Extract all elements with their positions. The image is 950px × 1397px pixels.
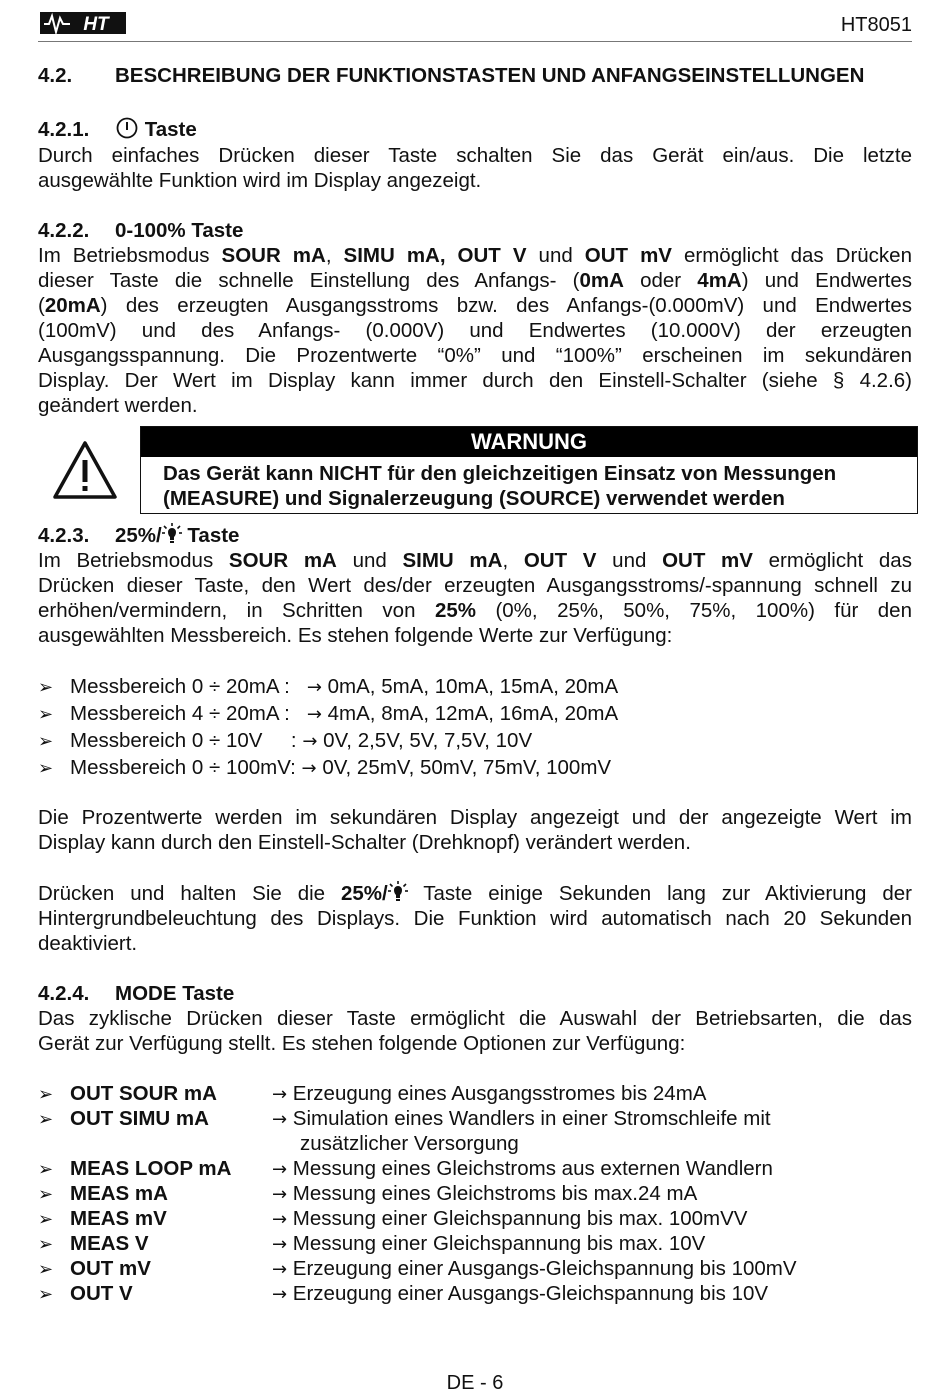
list-item: ➢ Messbereich 0 ÷ 10V : → 0V, 2,5V, 5V, 7,5V, 10V — [38, 729, 533, 752]
paragraph-line: Im Betriebsmodus SOUR mA, SIMU mA, OUT V und OUT mV ermöglicht das Drücken — [38, 244, 912, 267]
subsection-4-2-1-heading — [38, 117, 912, 142]
arrow-right-icon: → — [272, 1209, 288, 1230]
warning-line: (MEASURE) und Signalerzeugung (SOURCE) verwendet werden — [163, 487, 785, 510]
list-item: ➢ Messbereich 0 ÷ 20mA : → 0mA, 5mA, 10mA, 15mA, 20mA — [38, 675, 619, 698]
bullet-arrowhead-icon: ➢ — [38, 758, 54, 779]
subsection-4-2-4-heading — [38, 981, 912, 1006]
subsection-number: 4.2.4. — [38, 982, 90, 1005]
arrow-right-icon: → — [306, 704, 322, 725]
mode-item: ➢ MEAS LOOP mA → Messung eines Gleichstroms aus externen Wandlern — [38, 1157, 773, 1180]
arrow-right-icon: → — [302, 731, 318, 752]
arrow-right-icon: → — [272, 1184, 288, 1205]
warning-text — [163, 461, 836, 511]
logo-text: HT — [83, 14, 109, 35]
section-title: BESCHREIBUNG DER FUNKTIONSTASTEN UND ANFANGSEINSTELLUNGEN — [115, 64, 865, 87]
arrow-right-icon: → — [272, 1234, 288, 1255]
subsection-4-2-3-heading — [38, 523, 912, 548]
backlight-icon — [388, 881, 408, 903]
warning-box — [140, 426, 918, 514]
bullet-arrowhead-icon: ➢ — [38, 1259, 54, 1280]
subsection-title: 0-100% Taste — [115, 219, 244, 242]
bullet-arrowhead-icon: ➢ — [38, 1284, 54, 1305]
paragraph-line: ausgewählte Funktion wird im Display angezeigt. — [38, 169, 482, 192]
mode-item: ➢ OUT SIMU mA → Simulation eines Wandlers in einer Stromschleife mit — [38, 1107, 771, 1130]
subsection-number: 4.2.1. — [38, 118, 90, 141]
paragraph-line: (100mV) und des Anfangs- (0.000V) und Endwertes (10.000V) der erzeugten — [38, 319, 912, 342]
list-item: ➢ Messbereich 4 ÷ 20mA : → 4mA, 8mA, 12mA, 16mA, 20mA — [38, 702, 619, 725]
paragraph-line: erhöhen/vermindern, in Schritten von 25% (0%, 25%, 50%, 75%, 100%) für den — [38, 599, 912, 622]
bullet-arrowhead-icon: ➢ — [38, 704, 54, 725]
list-item: ➢ Messbereich 0 ÷ 100mV: → 0V, 25mV, 50mV, 75mV, 100mV — [38, 756, 612, 779]
document-id: HT8051 — [840, 14, 912, 36]
subsection-title: 25%/ — [115, 524, 162, 547]
paragraph-line: Drücken und halten Sie die 25%/ Taste einige Sekunden lang zur Aktivierung der — [38, 882, 913, 905]
paragraph-line: Gerät zur Verfügung stellt. Es stehen folgende Optionen zur Verfügung: — [38, 1032, 686, 1055]
bullet-arrowhead-icon: ➢ — [38, 1184, 54, 1205]
arrow-right-icon: → — [272, 1284, 288, 1305]
page-number: DE - 6 — [446, 1372, 504, 1394]
mode-item: ➢ MEAS V → Messung einer Gleichspannung bis max. 10V — [38, 1232, 706, 1255]
paragraph-line: Hintergrundbeleuchtung des Displays. Die Funktion wird automatisch nach 20 Sekunden — [38, 907, 912, 930]
subsection-title-suffix: Taste — [181, 524, 240, 547]
subsection-title: MODE Taste — [115, 982, 235, 1005]
bullet-arrowhead-icon: ➢ — [38, 1209, 54, 1230]
paragraph-line: Die Prozentwerte werden im sekundären Display angezeigt und der angezeigte Wert im — [38, 806, 912, 829]
bullet-arrowhead-icon: ➢ — [38, 731, 54, 752]
mode-item: ➢ MEAS mA → Messung eines Gleichstroms bis max.24 mA — [38, 1182, 698, 1205]
mode-item: ➢ MEAS mV → Messung einer Gleichspannung bis max. 100mVV — [38, 1207, 748, 1230]
paragraph-line: Ausgangsspannung. Die Prozentwerte “0%” und “100%” erscheinen im sekundären — [38, 344, 912, 367]
mode-item-continuation: zusätzlicher Versorgung — [300, 1132, 519, 1155]
paragraph-line: Durch einfaches Drücken dieser Taste schalten Sie das Gerät ein/aus. Die letzte — [38, 144, 912, 167]
mode-item: ➢ OUT V → Erzeugung einer Ausgangs-Gleichspannung bis 10V — [38, 1282, 769, 1305]
paragraph-line: Im Betriebsmodus SOUR mA und SIMU mA, OUT V und OUT mV ermöglicht das — [38, 549, 912, 572]
subsection-number: 4.2.2. — [38, 219, 90, 242]
paragraph-line: geändert werden. — [38, 394, 198, 417]
mode-item: ➢ OUT mV → Erzeugung einer Ausgangs-Gleichspannung bis 100mV — [38, 1257, 797, 1280]
warning-heading: WARNUNG — [141, 427, 917, 457]
power-icon — [115, 117, 139, 139]
warning-triangle-icon — [52, 440, 118, 500]
section-heading — [38, 63, 912, 88]
paragraph-line: Display kann durch den Einstell-Schalter (Drehknopf) verändert werden. — [38, 831, 691, 854]
bullet-arrowhead-icon: ➢ — [38, 1109, 54, 1130]
bullet-arrowhead-icon: ➢ — [38, 1084, 54, 1105]
paragraph-line: Das zyklische Drücken dieser Taste ermöglicht die Auswahl der Betriebsarten, die das — [38, 1007, 912, 1030]
warning-line: Das Gerät kann NICHT für den gleichzeitigen Einsatz von Messungen — [163, 462, 837, 485]
arrow-right-icon: → — [272, 1159, 288, 1180]
paragraph-line: deaktiviert. — [38, 932, 138, 955]
ht-logo — [40, 10, 126, 36]
bullet-arrowhead-icon: ➢ — [38, 1234, 54, 1255]
paragraph-line: Drücken dieser Taste, den Wert des/der erzeugten Ausgangsstroms/-spannung schnell zu — [38, 574, 912, 597]
bullet-arrowhead-icon: ➢ — [38, 677, 54, 698]
mode-item: ➢ OUT SOUR mA → Erzeugung eines Ausgangsstromes bis 24mA — [38, 1082, 707, 1105]
subsection-4-2-2-heading — [38, 218, 912, 243]
paragraph-line: dieser Taste die schnelle Einstellung des Anfangs- (0mA oder 4mA) und Endwertes — [38, 269, 912, 292]
paragraph-line: ausgewählten Messbereich. Es stehen folgende Werte zur Verfügung: — [38, 624, 673, 647]
section-number: 4.2. — [38, 64, 73, 87]
backlight-icon — [162, 523, 182, 545]
arrow-right-icon: → — [306, 677, 322, 698]
arrow-right-icon: → — [272, 1259, 288, 1280]
arrow-right-icon: → — [301, 758, 317, 779]
subsection-number: 4.2.3. — [38, 524, 90, 547]
bullet-arrowhead-icon: ➢ — [38, 1159, 54, 1180]
paragraph-line: (20mA) des erzeugten Ausgangsstroms bzw. des Anfangs-(0.000mV) und Endwertes — [38, 294, 912, 317]
paragraph-line: Display. Der Wert im Display kann immer durch den Einstell-Schalter (siehe § 4.2.6) — [38, 369, 912, 392]
arrow-right-icon: → — [272, 1084, 288, 1105]
subsection-title: Taste — [144, 118, 197, 141]
arrow-right-icon: → — [272, 1109, 288, 1130]
header-divider — [38, 41, 912, 42]
